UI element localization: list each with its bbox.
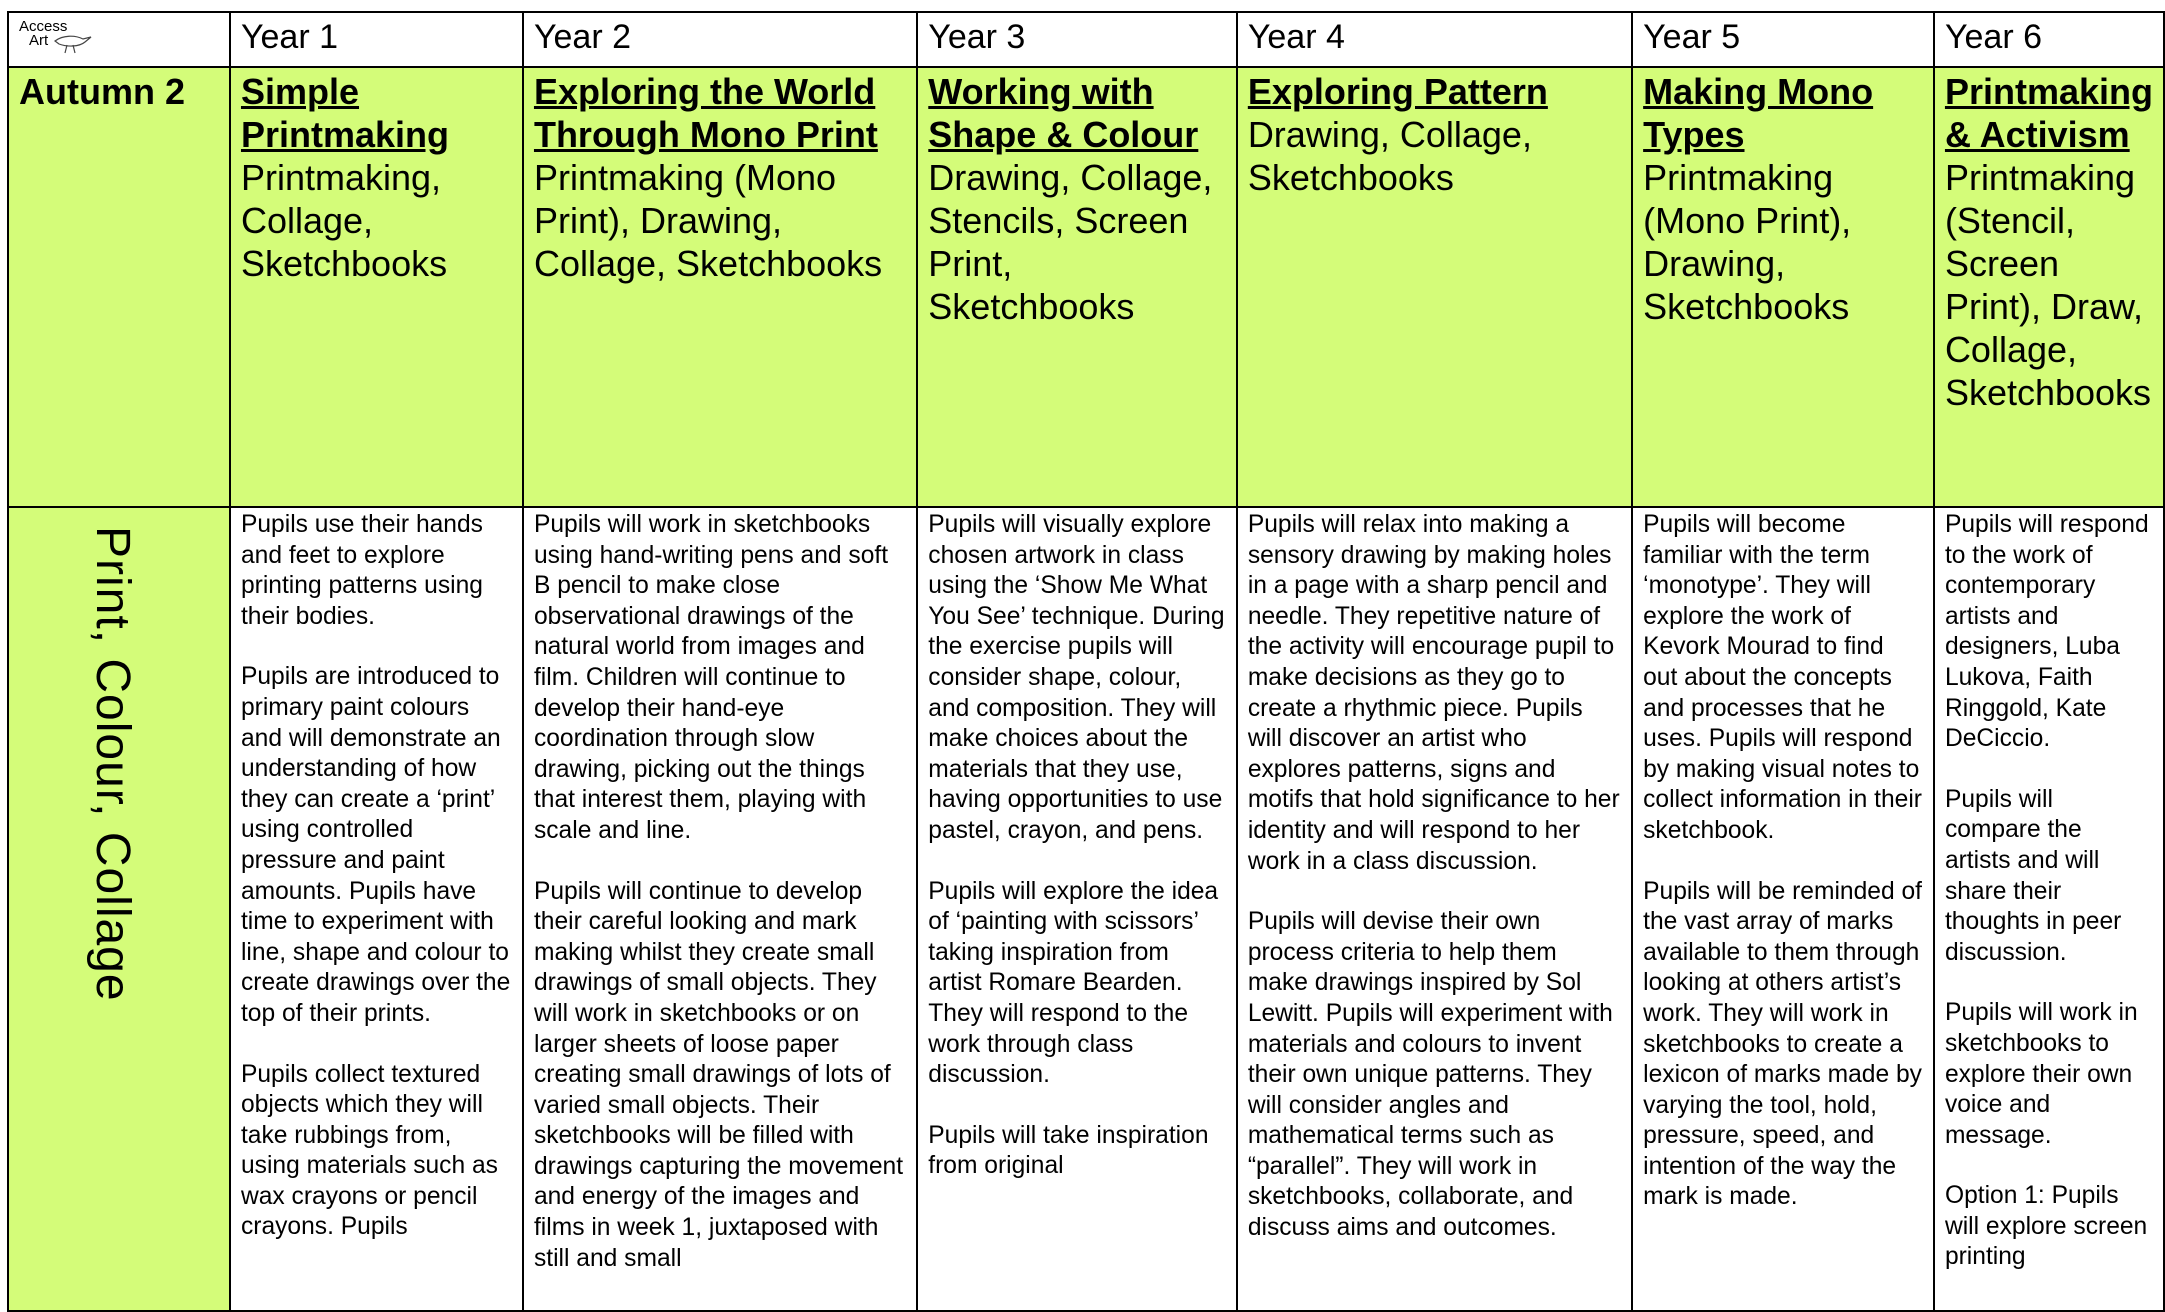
desc-cell-3 — [917, 507, 1237, 1311]
unit-title: Working with Shape & Colour — [928, 71, 1199, 155]
unit-title: Printmaking & Activism — [1944, 71, 2153, 155]
desc-paragraph: Pupils will compare the artists and will share their thoughts in peer discussion. — [1944, 785, 2122, 966]
desc-paragraph: Pupils are introduced to primary paint colours and will demonstrate an understanding of how they can create a ‘print’ using controlled pressure and paint amounts. Pupils have time to experiment with line, shape and colour to create drawings over the top of their prints. — [240, 663, 511, 1027]
logo-text-line2: Art — [29, 32, 49, 49]
year-header-3: Year 3 — [917, 12, 1237, 67]
desc-paragraph: Pupils will visually explore chosen artwork in class using the ‘Show Me What You See’ technique. During the exercise pupils will consider shape, colour, and composition. They will make choices about the materials that they use, having opportunities to use pastel, crayon, and pens. — [928, 511, 1225, 844]
strand-label: Print, Colour, Collage — [86, 526, 139, 1002]
desc-paragraph: Pupils will devise their own process criteria to help them make drawings inspired by Sol Lewitt. Pupils will experiment with materials and colours to invent their own unique patterns. They will consider angles and mathematical terms such as “parallel”. They will work in sketchbooks, collaborate, and discuss aims and outcomes. — [1247, 908, 1613, 1242]
year-header-4: Year 4 — [1237, 12, 1632, 67]
year-header-6: Year 6 — [1934, 12, 2164, 67]
unit-row — [8, 67, 2164, 507]
accessart-logo — [15, 17, 95, 59]
desc-paragraph: Pupils will explore the idea of ‘painting with scissors’ taking inspiration from artist Romare Bearden. They will respond to the work through class discussion. — [928, 877, 1219, 1089]
unit-media: Drawing, Collage, Stencils, Screen Print, Sketchbooks — [928, 157, 1213, 327]
unit-cell-3 — [917, 67, 1237, 507]
desc-cell-2 — [523, 507, 917, 1311]
desc-paragraph: Pupils will relax into making a sensory drawing by making holes in a page with a sharp pencil and needle. They repetitive nature of the activity will encourage pupil to make decisions as they go to create a rhythmic piece. Pupils will discover an artist who explores patterns, signs and motifs that hold significance to her identity and will respond to her work in a class discussion. — [1247, 511, 1620, 875]
unit-cell-1 — [230, 67, 523, 507]
year-header-1: Year 1 — [230, 12, 523, 67]
term-label: Autumn 2 — [8, 67, 230, 507]
desc-paragraph: Pupils will respond to the work of contemporary artists and designers, Luba Lukova, Faith Ringgold, Kate DeCiccio. — [1944, 511, 2149, 753]
unit-cell-6 — [1934, 67, 2164, 507]
unit-title: Making Mono Types — [1643, 71, 1874, 155]
description-row — [8, 507, 2164, 1311]
desc-cell-5 — [1632, 507, 1934, 1311]
desc-paragraph: Pupils will work in sketchbooks to explore their own voice and message. — [1944, 999, 2138, 1149]
desc-cell-1 — [230, 507, 523, 1311]
desc-paragraph: Pupils will take inspiration from original — [928, 1121, 1209, 1180]
header-row — [8, 12, 2164, 67]
unit-media: Drawing, Collage, Sketchbooks — [1247, 114, 1532, 198]
desc-paragraph: Pupils will become familiar with the term ‘monotype’. They will explore the work of Kevork Mourad to find out about the concepts and processes that he uses. Pupils will respond by making visual notes to collect information in their sketchbook. — [1643, 511, 1922, 844]
unit-title: Simple Printmaking — [240, 71, 450, 155]
bird-icon — [53, 31, 93, 55]
desc-cell-4 — [1237, 507, 1632, 1311]
unit-media: Printmaking (Stencil, Screen Print), Draw, Collage, Sketchbooks — [1944, 157, 2152, 413]
desc-cell-6 — [1934, 507, 2164, 1311]
strand-cell — [8, 507, 230, 1311]
logo-text-line1: Access — [19, 18, 68, 35]
desc-paragraph: Pupils will work in sketchbooks using hand-writing pens and soft B pencil to make close observational drawings of the natural world from images and film. Children will continue to develop their hand-eye coordination through slow drawing, picking out the things that interest them, playing with scale and line. — [533, 511, 889, 844]
unit-title: Exploring the World Through Mono Print — [533, 71, 878, 155]
unit-media: Printmaking (Mono Print), Drawing, Collage, Sketchbooks — [533, 157, 883, 284]
year-header-5: Year 5 — [1632, 12, 1934, 67]
desc-paragraph: Pupils use their hands and feet to explore printing patterns using their bodies. — [240, 511, 483, 630]
unit-media: Printmaking, Collage, Sketchbooks — [240, 157, 448, 284]
year-header-2: Year 2 — [523, 12, 917, 67]
desc-paragraph: Pupils will continue to develop their careful looking and mark making whilst they create small drawings of small objects. They will work in sketchbooks or on larger sheets of loose paper creating small drawings of lots of varied small objects. Their sketchbooks will be filled with drawings capturing the movement and energy of the images and films in week 1, juxtaposed with still and small — [533, 877, 904, 1272]
unit-cell-2 — [523, 67, 917, 507]
unit-media: Printmaking (Mono Print), Drawing, Sketchbooks — [1643, 157, 1852, 327]
logo-cell — [8, 12, 230, 67]
curriculum-table — [7, 11, 2165, 1312]
unit-cell-5 — [1632, 67, 1934, 507]
unit-title: Exploring Pattern — [1247, 71, 1548, 112]
unit-cell-4 — [1237, 67, 1632, 507]
desc-paragraph: Pupils collect textured objects which they will take rubbings from, using materials such as wax crayons or pencil crayons. Pupils — [240, 1060, 498, 1241]
desc-paragraph: Option 1: Pupils will explore screen printing — [1944, 1182, 2148, 1271]
desc-paragraph: Pupils will be reminded of the vast array of marks available to them through looking at others artist’s work. They will work in sketchbooks to create a lexicon of marks made by varying the tool, hold, pressure, speed, and intention of the way the mark is made. — [1643, 877, 1922, 1211]
